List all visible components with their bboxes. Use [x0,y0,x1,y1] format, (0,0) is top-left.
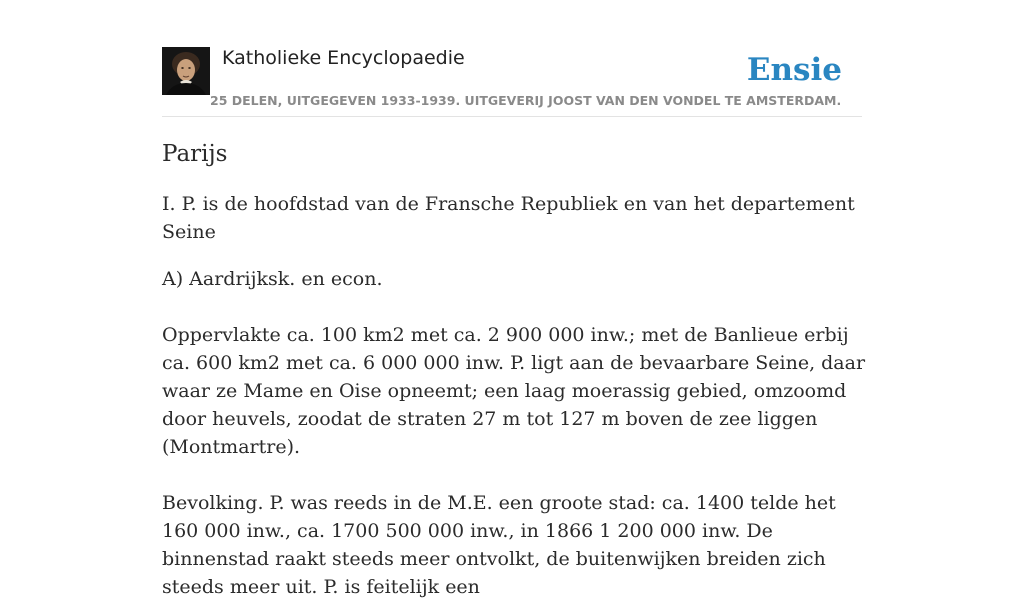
article-paragraph: Bevolking. P. was reeds in de M.E. een groote stad: ca. 1400 telde het 160 000 inw., ca. 1700 500 000 inw., in 1866 1 200 000 inw. De binnenstad raakt steeds meer ontvolkt, de buitenwijken breiden zich steeds meer uit. P. is feitelijk een [162,492,836,598]
site-title[interactable]: Katholieke Encyclopaedie [222,47,465,69]
portrait-image [162,47,210,95]
section-heading: A) Aardrijksk. en econ. [162,268,383,290]
site-subtitle: 25 DELEN, UITGEGEVEN 1933-1939. UITGEVERIJ JOOST VAN DEN VONDEL TE AMSTERDAM. [210,93,842,108]
article-intro: I. P. is de hoofdstad van de Fransche Republiek en van het departement Seine [162,193,855,243]
article-title: Parijs [162,141,228,167]
brand-logo[interactable]: Ensie [746,52,842,88]
avatar[interactable] [162,47,210,95]
site-header [162,46,862,117]
article-paragraph: Oppervlakte ca. 100 km2 met ca. 2 900 000 inw.; met de Banlieue erbij ca. 600 km2 met ca. 6 000 000 inw. P. ligt aan de bevaarbare Seine, daar waar ze Mame en Oise opneemt; een laag moerassig gebied, omzoomd door heuvels, zoodat de straten 27 m tot 127 m boven de zee liggen (Montmartre). [162,324,866,458]
article [162,138,868,601]
